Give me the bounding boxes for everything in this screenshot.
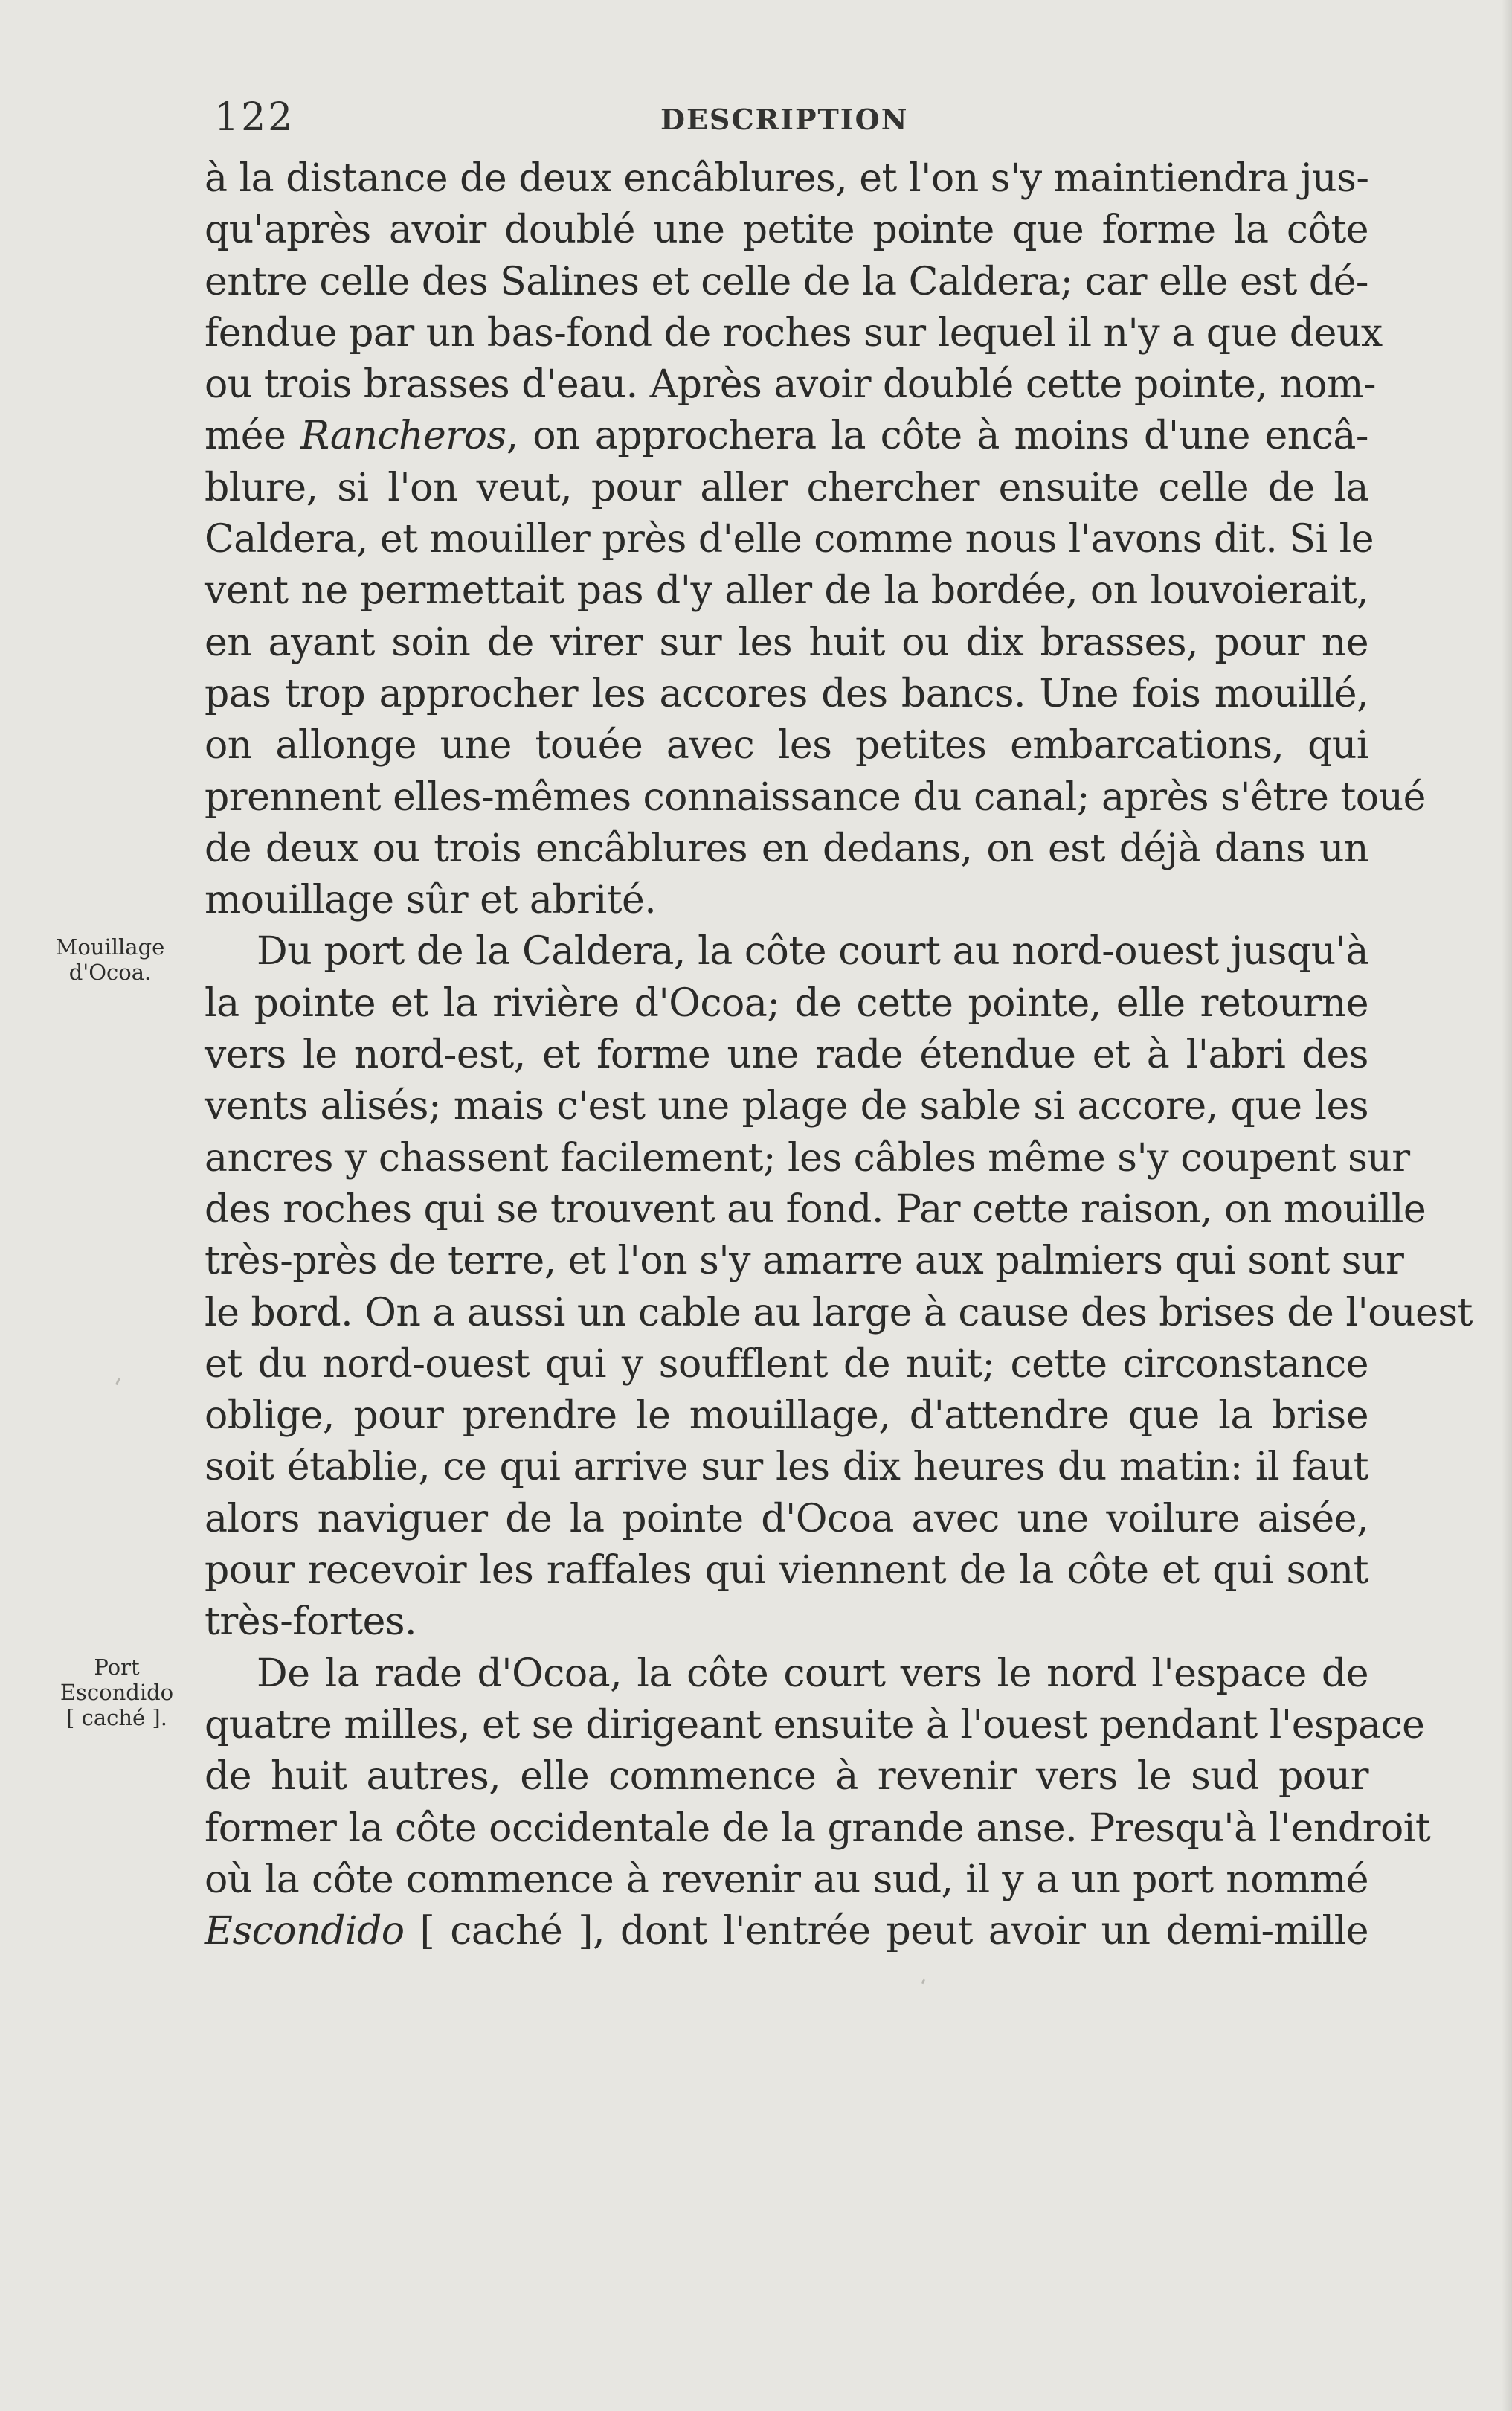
text-line: ou trois brasses d'eau. Après avoir doublé cette pointe, nom- [205, 362, 1376, 408]
place-name-escondido: Escondido [205, 1909, 405, 1954]
text-line: former la côte occidentale de la grande anse. Presqu'à l'endroit [205, 1805, 1431, 1851]
page-number: 122 [214, 95, 295, 140]
body-text [205, 153, 1473, 1957]
text-line: entre celle des Salines et celle de la Caldera; car elle est dé- [205, 259, 1368, 304]
text-line: Du port de la Caldera, la côte court au nord-ouest jusqu'à [257, 929, 1368, 975]
text-line: vent ne permettait pas d'y aller de la bordée, on louvoierait, [205, 568, 1368, 614]
text-line: très-fortes. [205, 1599, 417, 1645]
line-text: , on approchera la côte à moins d'une encâ- [506, 414, 1368, 459]
text-line: quatre milles, et se dirigeant ensuite à l'ouest pendant l'espace [205, 1702, 1425, 1747]
margin-note-line: Escondido [59, 1680, 174, 1705]
text-line: vents alisés; mais c'est une plage de sable si accore, que les [205, 1084, 1368, 1129]
text-line: ancres y chassent facilement; les câbles même s'y coupent sur [205, 1135, 1410, 1181]
text-line: vers le nord-est, et forme une rade étendue et à l'abri des [205, 1033, 1368, 1078]
margin-note-mouillage-docoa [36, 934, 184, 985]
margin-note-port-escondido [42, 1654, 191, 1730]
text-line: et du nord-ouest qui y soufflent de nuit; cette circonstance [205, 1341, 1368, 1387]
line-text: [ caché ], dont l'entrée peut avoir un demi-mille [404, 1909, 1368, 1954]
text-line: mouillage sûr et abrité. [205, 878, 657, 923]
text-line [205, 1906, 1368, 1957]
line-text: mée [205, 414, 300, 459]
text-line: soit établie, ce qui arrive sur les dix heures du matin: il faut [205, 1445, 1368, 1490]
margin-note-line: d'Ocoa. [68, 960, 152, 985]
text-line: le bord. On a aussi un cable au large à cause des brises de l'ouest [205, 1290, 1473, 1335]
margin-note-line: [ caché ]. [66, 1705, 167, 1730]
text-line: très-près de terre, et l'on s'y amarre aux palmiers qui sont sur [205, 1239, 1404, 1284]
text-line: pour recevoir les raffales qui viennent de la côte et qui sont [205, 1548, 1368, 1593]
margin-note-line: Mouillage [55, 934, 165, 960]
text-line: à la distance de deux encâblures, et l'on s'y maintiendra jus- [205, 156, 1369, 201]
text-line: où la côte commence à revenir au sud, il y a un port nommé [205, 1857, 1368, 1902]
text-line: qu'après avoir doublé une petite pointe que forme la côte [205, 208, 1368, 253]
place-name-rancheros: Rancheros [300, 414, 506, 459]
text-line: blure, si l'on veut, pour aller chercher ensuite celle de la [205, 465, 1368, 510]
paper-speck [115, 1378, 120, 1385]
text-line: on allonge une touée avec les petites embarcations, qui [205, 723, 1368, 768]
text-line: prennent elles-mêmes connaissance du canal; après s'être toué [205, 774, 1426, 820]
running-head: DESCRIPTION [660, 103, 909, 136]
page-header [0, 95, 1512, 147]
text-line: de huit autres, elle commence à revenir vers le sud pour [205, 1754, 1368, 1800]
text-line: De la rade d'Ocoa, la côte court vers le nord l'espace de [257, 1651, 1368, 1696]
text-line: oblige, pour prendre le mouillage, d'attendre que la brise [205, 1393, 1368, 1439]
text-line: des roches qui se trouvent au fond. Par cette raison, on mouille [205, 1187, 1426, 1232]
page-edge-shadow [1502, 0, 1512, 2411]
text-line: alors naviguer de la pointe d'Ocoa avec une voilure aisée, [205, 1496, 1368, 1541]
text-line: Caldera, et mouiller près d'elle comme nous l'avons dit. Si le [205, 517, 1374, 562]
text-line: de deux ou trois encâblures en dedans, on est déjà dans un [205, 826, 1368, 871]
text-line [205, 411, 1368, 462]
text-line: fendue par un bas-fond de roches sur lequel il n'y a que deux [205, 310, 1383, 356]
text-line: pas trop approcher les accores des bancs. Une fois mouillé, [205, 671, 1368, 716]
paper-speck [921, 1979, 926, 1985]
margin-note-line: Port [94, 1654, 140, 1680]
text-line: en ayant soin de virer sur les huit ou dix brasses, pour ne [205, 620, 1368, 665]
text-line: la pointe et la rivière d'Ocoa; de cette pointe, elle retourne [205, 980, 1368, 1026]
